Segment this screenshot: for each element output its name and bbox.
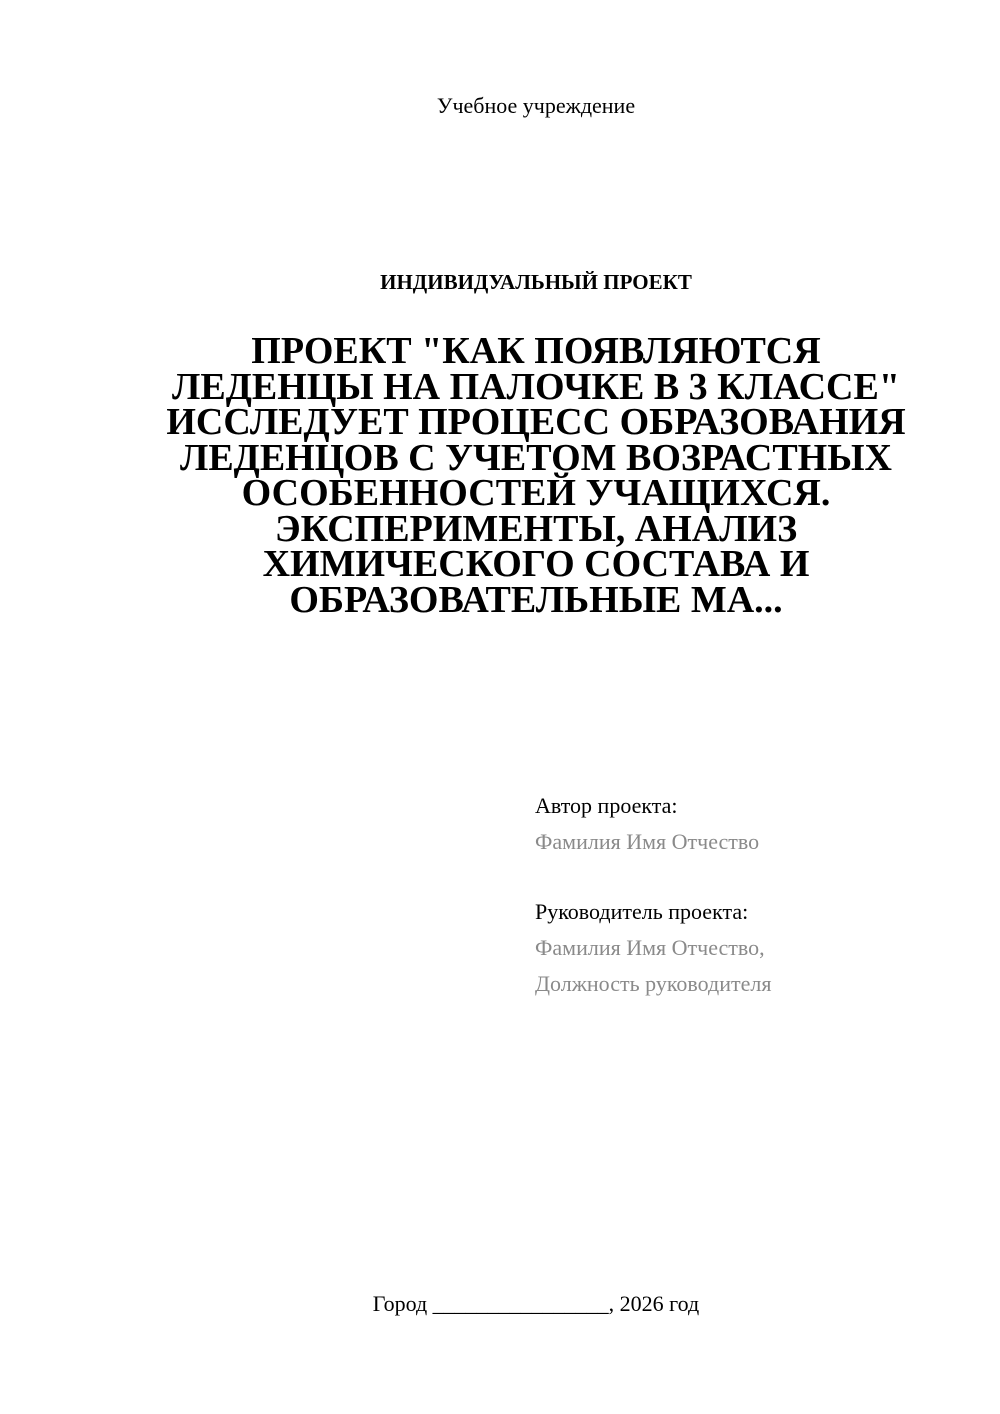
city-year-line: Город ________________, 2026 год: [372, 1291, 700, 1316]
institution-name: Учебное учреждение: [436, 93, 636, 118]
project-title: [150, 330, 922, 621]
project-title-line: ПРОЕКТ "КАК ПОЯВЛЯЮТСЯ: [251, 330, 821, 372]
project-title-line: ЛЕДЕНЦОВ С УЧЕТОМ ВОЗРАСТНЫХ: [180, 436, 892, 479]
project-title-line: ХИМИЧЕСКОГО СОСТАВА И: [262, 543, 810, 585]
supervisor-position: Должность руководителя: [535, 971, 772, 996]
project-title-line: ОБРАЗОВАТЕЛЬНЫЕ МА...: [289, 578, 783, 621]
credits-block: [535, 788, 975, 1002]
project-title-line: ЛЕДЕНЦЫ НА ПАЛОЧКЕ В 3 КЛАССЕ": [172, 365, 900, 408]
document-type: ИНДИВИДУАЛЬНЫЙ ПРОЕКТ: [380, 270, 692, 294]
credits-spacer: [535, 860, 975, 894]
author-label: Автор проекта:: [535, 793, 678, 818]
project-title-line: ЭКСПЕРИМЕНТЫ, АНАЛИЗ: [274, 507, 798, 550]
supervisor-name: Фамилия Имя Отчество,: [535, 935, 765, 960]
author-name: Фамилия Имя Отчество: [535, 829, 760, 854]
project-title-line: ОСОБЕННОСТЕЙ УЧАЩИХСЯ.: [241, 472, 831, 514]
supervisor-label: Руководитель проекта:: [535, 899, 749, 924]
project-title-line: ИССЛЕДУЕТ ПРОЦЕСС ОБРАЗОВАНИЯ: [166, 401, 906, 443]
